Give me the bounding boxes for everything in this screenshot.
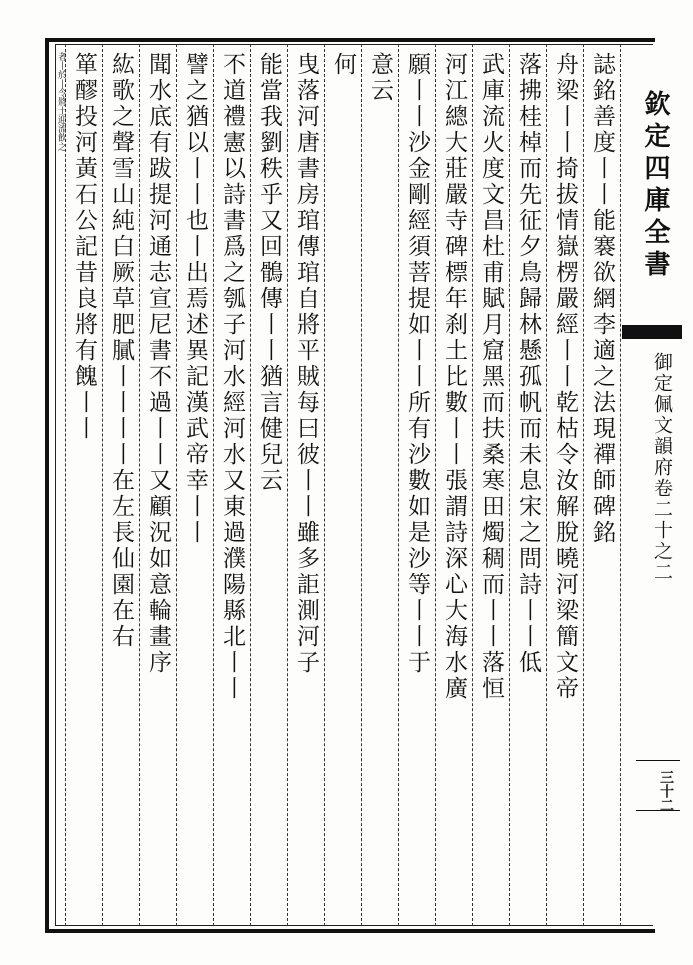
book-title: 欽定四庫全書 bbox=[640, 90, 670, 282]
margin-column bbox=[622, 40, 680, 930]
text-column: 意云 bbox=[367, 52, 393, 104]
text-column: 能當我劉秩乎又回鶻傳丨丨猶言健兒云 bbox=[256, 52, 282, 494]
text-column: 不道禮憲以詩書爲之瓠子河水經河水又東過濮陽縣北丨丨 bbox=[219, 52, 245, 702]
column-divider bbox=[472, 44, 473, 926]
column-divider bbox=[583, 44, 584, 926]
column-divider bbox=[546, 44, 547, 926]
text-column: 願丨丨沙金剛經須菩提如丨丨所有沙數如是沙等丨丨于 bbox=[404, 52, 430, 676]
text-column: 者丨於丨令將士迎流飲之 bbox=[56, 52, 66, 151]
text-column: 舟梁丨丨掎拔情嶽楞嚴經丨丨乾枯令汝解脫曉河梁簡文帝 bbox=[552, 52, 578, 702]
column-divider bbox=[102, 44, 103, 926]
column-divider bbox=[620, 44, 621, 926]
column-divider bbox=[139, 44, 140, 926]
text-column: 河江總大莊嚴寺碑標年刹土比數丨丨張謂詩深心大海水廣 bbox=[441, 52, 467, 702]
column-divider bbox=[287, 44, 288, 926]
fishtail-band bbox=[622, 325, 682, 339]
text-column: 曳落河唐書房琯傳琯自將平賊每曰彼丨丨雖多詎測河子 bbox=[293, 52, 319, 676]
column-divider bbox=[213, 44, 214, 926]
column-divider bbox=[250, 44, 251, 926]
text-column: 聞水底有跋提河通志宣尼書不過丨丨又顧況如意輪畫序 bbox=[145, 52, 171, 676]
volume-label: 御定佩文韻府卷二十之二 bbox=[651, 352, 673, 583]
page-rule bbox=[636, 760, 680, 761]
page-rule bbox=[636, 810, 680, 811]
column-divider bbox=[361, 44, 362, 926]
text-column: 誌銘善度丨丨能褰欲網李適之法現禪師碑銘 bbox=[589, 52, 615, 546]
text-column: 何 bbox=[330, 52, 356, 78]
column-divider bbox=[324, 44, 325, 926]
text-column: 譬之猶以丨丨也丨出焉述異記漢武帝幸丨丨 bbox=[182, 52, 208, 546]
page-number: 三十二 bbox=[658, 770, 674, 812]
text-column: 落拂桂棹而先征夕鳥歸林懸孤帆而未息宋之問詩丨丨低 bbox=[515, 52, 541, 676]
column-divider bbox=[398, 44, 399, 926]
text-column: 武庫流火度文昌杜甫賦月窟黑而扶桑寒田燭稠而丨丨落恒 bbox=[478, 52, 504, 702]
text-column: 紘歌之聲雪山純白厥草肥膩丨丨丨丨在左長仙園在右 bbox=[108, 52, 134, 650]
column-divider bbox=[176, 44, 177, 926]
column-divider bbox=[435, 44, 436, 926]
text-column: 箪醪投河黃石公記昔良將有餽丨丨 bbox=[71, 52, 97, 442]
column-divider bbox=[509, 44, 510, 926]
